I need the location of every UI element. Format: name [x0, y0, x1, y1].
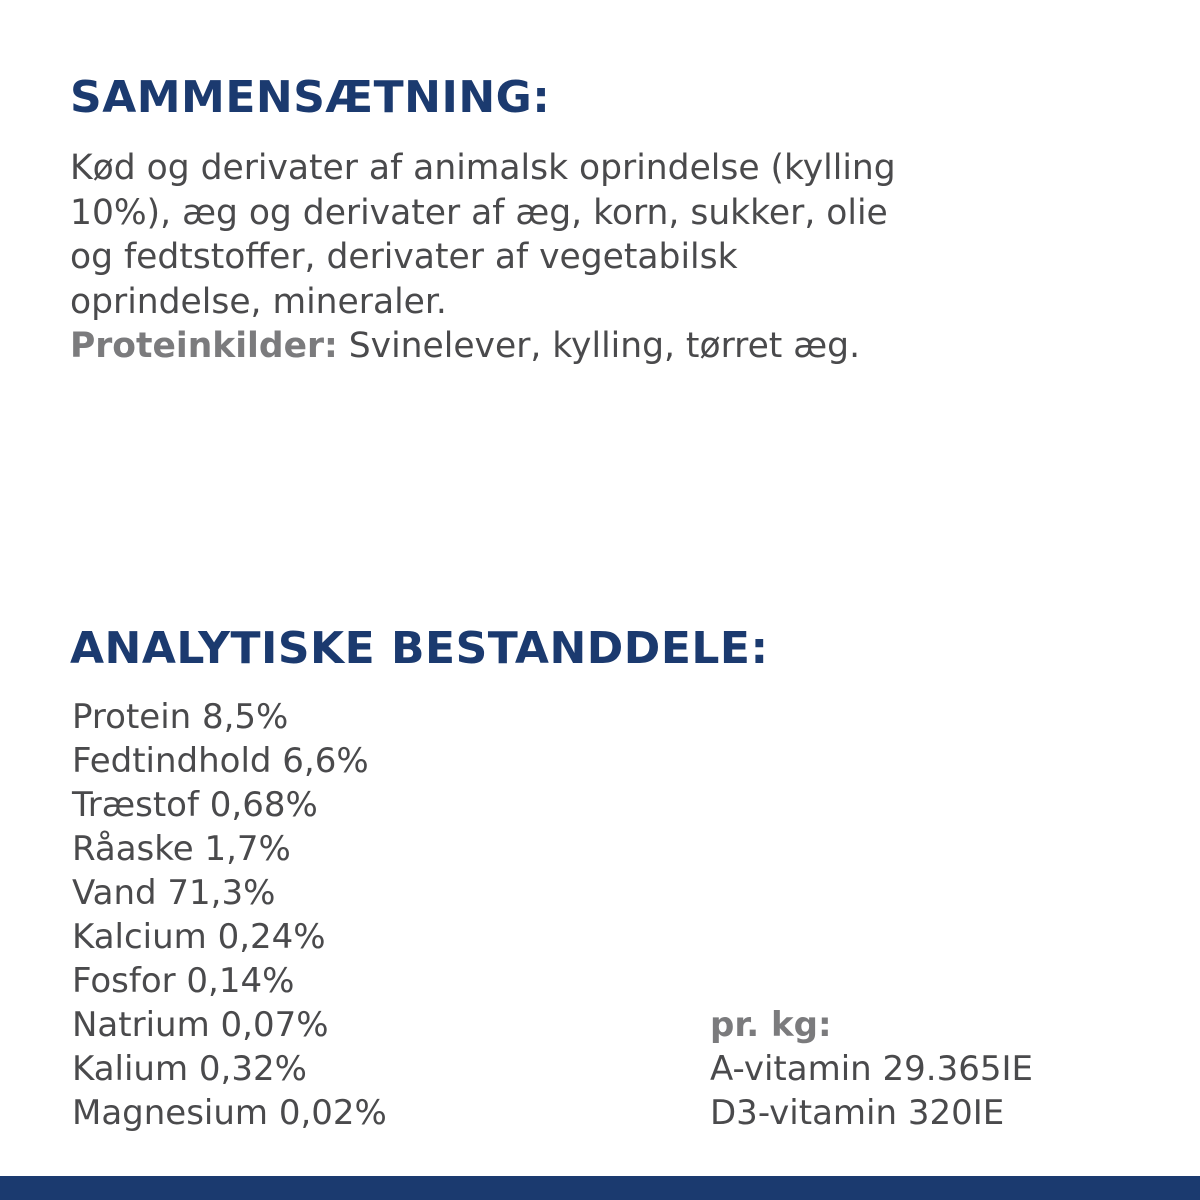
composition-line: og fedtstoffer, derivater af vegetabilsk [70, 237, 738, 278]
composition-text [70, 146, 1130, 369]
composition-line: 10%), æg og derivater af æg, korn, sukker, olie [70, 192, 888, 233]
analytics-item: Protein 8,5% [72, 697, 289, 737]
analytics-item: Kalcium 0,24% [72, 917, 326, 957]
analytics-item: Råaske 1,7% [72, 829, 291, 869]
protein-sources-line [70, 324, 1130, 369]
composition-line: Kød og derivater af animalsk oprindelse (kylling [70, 148, 896, 188]
analytics-list [72, 695, 387, 1135]
analytics-item: Kalium 0,32% [72, 1049, 307, 1089]
composition-line: oprindelse, mineraler. [70, 281, 447, 322]
analytics-item: Magnesium 0,02% [72, 1093, 387, 1133]
analytics-item: Vand 71,3% [72, 873, 276, 913]
protein-sources-label: Proteinkilder: [70, 326, 338, 367]
footer-bar [0, 1176, 1200, 1200]
protein-sources-text: Svinelever, kylling, tørret æg. [337, 326, 861, 367]
analytics-heading: ANALYTISKE BESTANDDELE: [70, 623, 769, 674]
analytics-item: Fosfor 0,14% [72, 961, 295, 1001]
analytics-item: Fedtindhold 6,6% [72, 741, 369, 781]
per-kg-label: pr. kg: [710, 1005, 832, 1045]
vitamin-item: D3-vitamin 320IE [710, 1093, 1005, 1133]
composition-heading: SAMMENSÆTNING: [70, 72, 551, 123]
vitamin-item: A-vitamin 29.365IE [710, 1049, 1033, 1089]
analytics-item: Natrium 0,07% [72, 1005, 329, 1045]
vitamins-block [710, 1003, 1033, 1135]
analytics-item: Træstof 0,68% [72, 785, 318, 825]
